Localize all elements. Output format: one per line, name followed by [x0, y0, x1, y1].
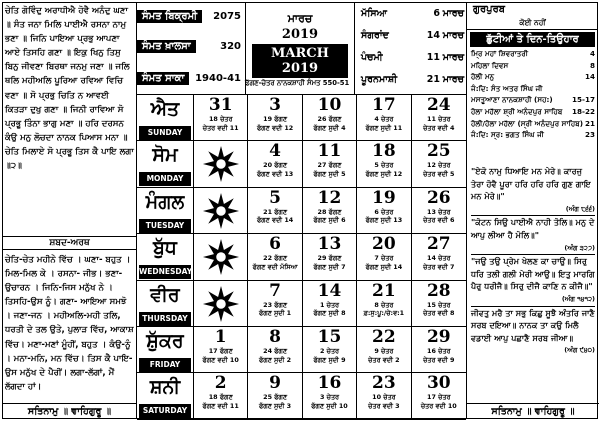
date-number: 9: [269, 373, 281, 394]
day-cell: [194, 373, 248, 419]
quote-text: ਜੀਵਤੁ ਮਰੈ ਤਾ ਸਭੁ ਕਿਛੁ ਸੂਝੈ ਅੰਤਰਿ ਜਾਣੈ ਸਰਬ ਦਇਆ॥ ਨਾਨਕ ਤਾ ਕਉ ਮਿਲੈ ਵਡਾਈ ਆਪੁ ਪਛਾਣੈ ਸਰਬ ਜੀਆ॥: [471, 307, 595, 343]
date-number: 5: [269, 187, 281, 208]
lunar-date: ਚੇਤਰ ਵਦੀ 4: [423, 123, 455, 132]
lunar-date: ਚੇਤਰ ਵਦੀ 11: [202, 123, 239, 132]
date-number: 3: [269, 95, 281, 115]
festival-date: 8: [589, 60, 595, 70]
nanakshahi-date: 10 ਚੇਤਰ: [372, 393, 396, 402]
day-cell: [412, 141, 466, 187]
right-info-panel: [466, 2, 598, 419]
day-cell: [412, 188, 466, 234]
nanakshahi-date: 6 ਚੇਤਰ: [374, 207, 394, 216]
moon-date: 21: [426, 73, 440, 85]
day-name-english: THURSDAY: [139, 312, 191, 326]
nanakshahi-date: 22 ਫੱਗਣ: [263, 254, 288, 263]
day-label: [137, 95, 194, 141]
lunar-date: ਚੇਤਰ ਵਦੀ 8: [423, 309, 455, 318]
date-number: 24: [426, 95, 451, 115]
nanakshahi-date: 13 ਚੇਤਰ: [427, 207, 451, 216]
date-number: 14: [317, 280, 342, 301]
lunar-date: ਫੱਗਣ ਸੁਦੀ 10: [311, 401, 348, 410]
nanakshahi-date: 18 ਫੱਗਣ: [208, 393, 233, 402]
quote-ref: (ਅੰਗ ੯੪੦): [564, 346, 595, 355]
quote-text: "ਕੋਟਨ ਸਿਉ ਪਾਈਐ ਨਾਹੀ ਤੋਲਿ॥ ਮਨੁ ਦੇ ਆਪੁ ਲੀਆ ਹੈ ਮੋਲਿ॥": [471, 217, 595, 240]
nanakshahi-date: 9 ਚੇਤਰ: [374, 347, 394, 355]
day-cell: [248, 327, 302, 373]
day-name-punjabi: ਸੋਮ: [152, 144, 178, 167]
date-number: 20: [372, 234, 396, 255]
lunar-date: ਫੱਗਣ ਸੁਦੀ 5: [313, 169, 346, 178]
lunar-date: ਫੱਗਣ ਸੁਦੀ 1: [259, 309, 292, 318]
samvat-value: 2075: [213, 10, 241, 22]
festival-item: [467, 49, 598, 61]
date-number: 21: [372, 280, 396, 301]
day-cell: [194, 95, 248, 141]
festival-item: [467, 72, 598, 84]
empty-day-cell: [194, 234, 248, 280]
day-name-punjabi: ਸ਼ਨੀ: [149, 376, 181, 399]
shabad-verse: ਚੇਤਿ ਗੋਵਿੰਦੁ ਅਰਾਧੀਐ ਹੋਵੈ ਅਨੰਦੁ ਘਣਾ ॥ ਸੰਤ ਜਨਾ ਮਿਲਿ ਪਾਈਐ ਰਸਨਾ ਨਾਮੁ ਭਣਾ ॥ ਜਿਨਿ ਪਾਇਆ ਪ੍ਰਭੁ ਆਪਣਾ ਆਏ ਤਿਸਹਿ ਗਣਾ ॥ ਇਕੁ ਖਿਨੁ ਤਿਸੁ ਬਿਨੁ ਜੀਵਣਾ ਬਿਰਥਾ ਜਨਮੁ ਜਣਾ ॥ ਜਲਿ ਥਲਿ ਮਹੀਅਲਿ ਪੂਰਿਆ ਰਵਿਆ ਵਿਚਿ ਵਣਾ ॥ ਸੋ ਪ੍ਰਭੁ ਚਿਤਿ ਨ ਆਵਈ ਕਿਤੜਾ ਦੁਖੁ ਗਣਾ ॥ ਜਿਨੀ ਰਾਵਿਆ ਸੋ ਪ੍ਰਭੂ ਤਿੰਨਾ ਭਾਗੁ ਮਣਾ ॥ ਹਰਿ ਦਰਸਨ ਕੰਉ ਮਨੁ ਲੋਚਦਾ ਨਾਨਕ ਪਿਆਸ ਮਨਾ ॥ ਚੇਤਿ ਮਿਲਾਏ ਸੋ ਪ੍ਰਭੂ ਤਿਸ ਕੈ ਪਾਇ ਲਗਾ ॥੨॥: [5, 6, 134, 172]
day-cell: [248, 281, 302, 327]
day-cell: [248, 373, 302, 419]
date-number: 8: [269, 327, 281, 347]
festival-name: ਹੋਲੀ ਮਨੁ: [471, 72, 495, 82]
khanda-star-icon: [202, 145, 240, 183]
date-number: 15: [317, 327, 342, 347]
year: 2019: [281, 27, 319, 42]
nanakshahi-date: 7 ਚੇਤਰ: [374, 254, 394, 263]
nanakshahi-date: 8 ਚੇਤਰ: [374, 300, 394, 309]
date-number: 6: [269, 234, 281, 255]
lunar-date: ਫੱਗਣ ਸੁਦੀ 12: [365, 169, 403, 178]
festival-date: 4: [589, 49, 595, 58]
moon-row: [355, 46, 466, 68]
gurpurab-title: ਗੁਰਪੁਰਬ: [473, 4, 506, 15]
day-cell: [303, 141, 357, 187]
moon-date: 14: [426, 29, 440, 41]
lunar-date: ਚੇਤਰ ਵਦੀ 10: [420, 401, 457, 410]
shabad-meaning-title: ਸ਼ਬਦ-ਅਰਥ: [2, 236, 137, 250]
day-cell: [412, 373, 466, 419]
moon-label: ਪੂਰਨਮਾਸ਼ੀ: [361, 73, 398, 85]
empty-day-cell: [194, 281, 248, 327]
gurpurab-heading: [467, 2, 598, 18]
date-number: 13: [317, 234, 342, 255]
lunar-date: ਫੱਗਣ ਵਦੀ ਮੱਸਿਆ: [252, 262, 298, 271]
lunar-date: ਚੇਤਰ ਵਦੀ 6: [423, 216, 455, 225]
festival-item: [467, 84, 598, 96]
day-cell: [303, 373, 357, 419]
nanakshahi-date: 29 ਫੱਗਣ: [317, 254, 342, 263]
week-row: [137, 281, 466, 327]
date-number: 22: [372, 327, 396, 347]
samvat-value: 1940-41: [195, 72, 241, 84]
lunar-date: ਫੱਗਣ ਵਦੀ 14: [256, 216, 294, 225]
day-name-punjabi: ਵੀਰ: [150, 283, 180, 306]
lunar-date: ਚੇਤਰ ਵਦੀ 2: [368, 355, 400, 364]
day-cell: [357, 281, 411, 327]
nanakshahi-date: 17 ਚੇਤਰ: [427, 393, 451, 402]
moon-row: [355, 24, 466, 46]
day-label: [137, 281, 194, 327]
festival-name: ਹੋਲੀ/ਹੋਲਾ ਮਹੱਲਾ (ਸ੍ਰੀ ਅਨੰਦਪੁਰ ਸਾਹਿਬ): [471, 118, 584, 128]
nanakshahi-date: 20 ਫੱਗਣ: [263, 161, 288, 170]
festival-name: ਹੋਲਾ ਮਹੱਲਾ ਸ਼੍ਰੀ ਅਨੰਦਪੁਰ ਸਾਹਿਬ: [471, 106, 563, 116]
samvat-label: ਸੰਮਤ ਖ਼ਾਲਸਾ: [137, 40, 196, 53]
quote-text: "ਏਕੋ ਨਾਮੁ ਧਿਆਇ ਮਨ ਮੇਰੇ॥ ਕਾਰਜੁ ਤੇਰਾ ਹੋਵੈ ਪੂਰਾ ਹਰਿ ਹਰਿ ਹਰਿ ਗੁਣ ਗਾਇ ਮਨ ਮੇਰੇ॥": [471, 166, 591, 202]
lunar-date: ਫੱਗਣ ਸੁਦੀ 6: [313, 216, 346, 225]
moon-month: ਮਾਰਚ: [442, 7, 464, 19]
nanakshahi-date: 14 ਚੇਤਰ: [427, 254, 451, 263]
day-name-english: TUESDAY: [139, 219, 191, 233]
festival-name: ਜੰ:ਦਿ: ਸੰਤ ਅਤਰ ਸਿੰਘ ਜੀ: [471, 83, 543, 93]
day-name-english: SATURDAY: [139, 404, 191, 418]
date-number: 27: [426, 234, 451, 255]
day-cell: [303, 234, 357, 280]
samvat-label: ਸੰਮਤ ਸਾਕਾ: [137, 72, 189, 85]
khanda-star-icon: [202, 238, 240, 276]
lunar-date: ਫੱਗਣ ਸੁਦੀ 9: [313, 355, 346, 364]
day-name-english: FRIDAY: [139, 358, 191, 372]
date-number: 31: [208, 95, 233, 115]
date-number: 17: [372, 95, 396, 115]
lunar-date: ਫੱਗਣ ਸੁਦੀ 11: [365, 123, 403, 132]
day-cell: [248, 141, 302, 187]
lunar-date: ਫੱਗਣ ਵਦੀ 11: [202, 401, 239, 410]
week-row: [137, 327, 466, 373]
day-cell: [357, 95, 411, 141]
week-row: [137, 188, 466, 234]
date-number: 2: [214, 373, 227, 394]
day-label: [137, 234, 194, 280]
day-label: [137, 327, 194, 373]
date-number: 23: [372, 373, 396, 394]
moon-row: [355, 68, 466, 90]
week-row: [137, 234, 466, 280]
holidays-title: ਛੁੱਟੀਆਂ ਤੇ ਦਿਨ-ਤਿਉਹਾਰ: [470, 32, 595, 47]
nanakshahi-date: 4 ਚੇਤਰ: [374, 115, 394, 123]
nanakshahi-date: 16 ਚੇਤਰ: [427, 347, 451, 355]
festival-name: ਮ੍ਰਿ ਮਹਾਂ ਸ਼ਿਵਰਾਤਰੀ: [471, 49, 529, 58]
week-row: [137, 95, 466, 141]
day-cell: [303, 95, 357, 141]
day-cell: [303, 327, 357, 373]
quote-text: "ਜਉ ਤਉ ਪ੍ਰੇਮ ਖੇਲਣ ਕਾ ਚਾਉ॥ ਸਿਰੁ ਧਰਿ ਤਲੀ ਗਲੀ ਮੇਰੀ ਆਉ॥ ਇਤੁ ਮਾਰਗਿ ਪੈਰੁ ਧਰੀਜੈ॥ ਸਿਰੁ ਦੀਜੈ ਕਾਣਿ ਨ ਕੀਜੈ॥": [471, 256, 595, 292]
moon-date: 11: [426, 51, 440, 63]
lunar-date: ਚੇਤਰ ਵਦੀ 7: [423, 262, 455, 271]
nanakshahi-date: 1 ਚੇਤਰ: [319, 300, 339, 309]
lunar-date: ਫੱਗਣ ਸੁਦੀ 8: [313, 309, 346, 318]
day-cell: [248, 188, 302, 234]
day-name-punjabi: ਐਤ: [150, 98, 180, 120]
week-row: [137, 373, 466, 419]
date-number: 19: [372, 187, 396, 208]
date-number: 7: [269, 280, 281, 301]
lunar-date: ਚੇਤਰ ਵਦੀ 5: [423, 169, 455, 178]
day-cell: [303, 188, 357, 234]
quotes-block: [467, 165, 599, 357]
week-row: [137, 141, 466, 187]
festival-name: ਮਹਿਲਾ ਦਿਵਸ: [471, 60, 509, 70]
nanakshahi-date: 17 ਫੱਗਣ: [208, 347, 233, 355]
quote-ref: (ਅੰਗ ੧੪੧੨): [561, 294, 595, 303]
day-cell: [412, 327, 466, 373]
festival-list: [467, 49, 598, 142]
moon-row: [355, 2, 466, 24]
day-name-english: WEDNESDAY: [139, 265, 191, 279]
calendar-grid: [137, 94, 466, 419]
lunar-date: ਫੱਗਣ ਵਦੀ 13: [256, 169, 294, 178]
lunar-date: ਫੱਗਣ ਸੁਦੀ 2: [259, 355, 292, 364]
day-name-english: MONDAY: [139, 172, 191, 186]
samvat-row: [137, 6, 245, 26]
nanakshahi-date: 5 ਚੇਤਰ: [374, 161, 394, 170]
day-cell: [194, 327, 248, 373]
festival-name: ਮਸਤੂਆਣਾ ਨਾਨਕਸ਼ਾਹੀ (ਸਹ:): [471, 95, 553, 105]
lunar-date: ਫੱਗਣ ਵਦੀ 12: [256, 123, 294, 132]
day-cell: [357, 327, 411, 373]
nanakshahi-date: 18 ਚੇਤਰ: [208, 115, 233, 123]
festival-date: 21: [584, 118, 595, 128]
lunar-date: ਚੇਤਰ ਵਦੀ 3: [368, 401, 400, 410]
date-number: 18: [372, 141, 396, 162]
gurpurab-none: ਕੋਈ ਨਹੀਂ: [467, 18, 598, 30]
day-name-punjabi: ਮੰਗਲ: [145, 190, 185, 213]
moon-phase-panel: [355, 2, 466, 94]
samvat-row: [137, 68, 245, 88]
samvat-row: [137, 36, 245, 56]
festival-item: [467, 61, 598, 73]
day-cell: [248, 95, 302, 141]
shabad-meaning: ਚੇਤਿ-ਚੇਤ ਮਹੀਨੇ ਵਿੱਚ । ਘਣਾ- ਬਹੁਤ । ਮਿਲ-ਮਿਲ ਕੇ । ਰਸਨਾ- ਜੀਭ। ਭਣਾ-ਉਚਾਰਨ । ਜਿਨਿ-ਜਿਸ ਮਨੁੱਖ ਨੇ । ਤਿਸਹਿ-ਉਸ ਨੂੰ। ਗਣਾ- ਆਇਆ ਸਮਝੋ । ਜਣਾ-ਜਨ । ਮਹੀਅਲਿ-ਮਹੀ ਤਲਿ, ਧਰਤੀ ਦੇ ਤਲ ਉਤੇ, ਪੁਲਾੜ ਵਿੱਚ, ਆਕਾਸ਼ ਵਿੱਚ। ਮਣਾ-ਮਣਾਂ ਮੂੰਹੀਂ, ਬਹੁਤ । ਕੰਉ-ਨੂੰ । ਮਨਾ-ਮਨਿ, ਮਨ ਵਿੱਚ। ਤਿਸ ਕੈ ਪਾਇ-ਉਸ ਮਨੁੱਖ ਦੇ ਪੈਰੀਂ। ਲਗਾ-ਲੱਗਾਂ, ਮੈਂ ਲੱਗਦਾ ਹਾਂ।: [5, 255, 134, 392]
nanakshahi-date: 28 ਫੱਗਣ: [317, 207, 342, 216]
date-number: 29: [426, 327, 451, 347]
date-number: 16: [317, 373, 342, 394]
festival-item: [467, 95, 598, 107]
moon-label: ਪੰਚਮੀ: [361, 51, 383, 63]
samvat-value: 320: [220, 40, 241, 52]
nanakshahi-date: 3 ਚੇਤਰ: [319, 393, 339, 402]
nanakshahi-date: 21 ਫੱਗਣ: [263, 207, 288, 216]
day-cell: [412, 95, 466, 141]
empty-day-cell: [194, 141, 248, 187]
nanakshahi-date: 11 ਚੇਤਰ: [427, 115, 451, 123]
date-number: 30: [426, 373, 451, 394]
festival-date: 14: [584, 72, 595, 82]
nanakshahi-samvat: ਫੱਗਣ-ਚੇਤਰ ਨਾਨਕਸ਼ਾਹੀ ਸੰਮਤ 550-51: [245, 79, 350, 87]
festival-date: 18-22: [572, 106, 595, 116]
samvat-label: ਸੰਮਤ ਬਿਕ੍ਰਮੀ: [137, 10, 202, 23]
date-number: 26: [426, 187, 451, 208]
nanakshahi-date: 25 ਫੱਗਣ: [263, 393, 288, 402]
quote-ref: (ਅੰਗ ੮੬੬): [565, 204, 595, 213]
day-cell: [303, 281, 357, 327]
day-cell: [412, 234, 466, 280]
festival-date: 15-17: [572, 95, 595, 105]
day-cell: [248, 234, 302, 280]
festival-item: [467, 130, 598, 142]
month-english: MARCH 2019: [252, 44, 348, 78]
moon-label: ਮੱਸਿਆ: [361, 7, 387, 19]
day-label: [137, 373, 194, 419]
khanda-star-icon: [202, 285, 240, 323]
moon-label: ਸੰਗਰਾਂਦ: [361, 29, 389, 41]
right-footer: ਸਤਿਨਾਮੁ ॥ ਵਾਹਿਗੁਰੂ ॥: [467, 403, 599, 419]
date-number: 10: [317, 95, 342, 115]
lunar-date: ਫੱਗਣ ਸੁਦੀ 7: [313, 262, 346, 271]
lunar-date: ਫ਼:ਸੁ:ਪੂ:/ਚੇ:ਵ:1: [363, 309, 405, 318]
moon-date: 6: [433, 7, 440, 19]
day-name-english: SUNDAY: [139, 126, 191, 140]
nanakshahi-date: 27 ਫੱਗਣ: [317, 161, 342, 170]
date-number: 25: [426, 141, 451, 162]
date-number: 28: [426, 280, 451, 301]
moon-month: ਮਾਰਚ: [442, 51, 464, 63]
day-cell: [357, 141, 411, 187]
nanakshahi-date: 19 ਫੱਗਣ: [263, 115, 288, 123]
date-number: 11: [317, 141, 342, 162]
day-cell: [357, 373, 411, 419]
left-verse-panel: [2, 2, 137, 419]
lunar-date: ਚੇਤਰ ਵਦੀ 9: [423, 355, 455, 364]
nanakshahi-date: 24 ਫੱਗਣ: [263, 347, 288, 355]
date-number: 4: [269, 141, 281, 162]
date-number: 12: [317, 187, 342, 208]
empty-day-cell: [194, 188, 248, 234]
festival-date: 23: [584, 130, 595, 140]
nanakshahi-date: 12 ਚੇਤਰ: [427, 161, 451, 170]
day-cell: [357, 188, 411, 234]
moon-month: ਮਾਰਚ: [442, 73, 464, 85]
lunar-date: ਫੱਗਣ ਸੁਦੀ 3: [259, 401, 292, 410]
nanakshahi-date: 23 ਫੱਗਣ: [263, 300, 288, 309]
festival-name: ਜੰ:ਦਿ: ਸ੍ਰ: ਭਗਤ ਸਿੰਘ ਜੀ: [471, 130, 544, 140]
day-name-punjabi: ਸ਼ੁੱਕਰ: [146, 330, 184, 352]
quote-ref: (ਅੰਗ ੩੨੭): [564, 243, 595, 252]
samvat-panel: [137, 2, 245, 94]
day-cell: [412, 281, 466, 327]
lunar-date: ਫੱਗਣ ਸੁਦੀ 14: [365, 262, 403, 271]
nanakshahi-date: 26 ਫੱਗਣ: [317, 115, 342, 123]
month-punjabi: ਮਾਰਚ: [287, 12, 313, 25]
date-number: 1: [214, 327, 227, 347]
left-footer: ਸਤਿਨਾਮੁ ॥ ਵਾਹਿਗੁਰੂ ॥: [2, 403, 137, 419]
nanakshahi-date: 15 ਚੇਤਰ: [427, 300, 451, 309]
lunar-date: ਫੱਗਣ ਸੁਦੀ 4: [313, 123, 346, 132]
khanda-star-icon: [202, 192, 240, 230]
day-label: [137, 188, 194, 234]
moon-month: ਮਾਰਚ: [442, 29, 464, 41]
nanakshahi-date: 2 ਚੇਤਰ: [319, 347, 339, 355]
lunar-date: ਫੱਗਣ ਵਦੀ 10: [202, 355, 239, 364]
lunar-date: ਫੱਗਣ ਸੁਦੀ 13: [365, 216, 403, 225]
festival-item: [467, 107, 598, 119]
day-label: [137, 141, 194, 187]
day-cell: [357, 234, 411, 280]
day-name-punjabi: ਬੁੱਧ: [153, 237, 177, 260]
festival-item: [467, 119, 598, 131]
